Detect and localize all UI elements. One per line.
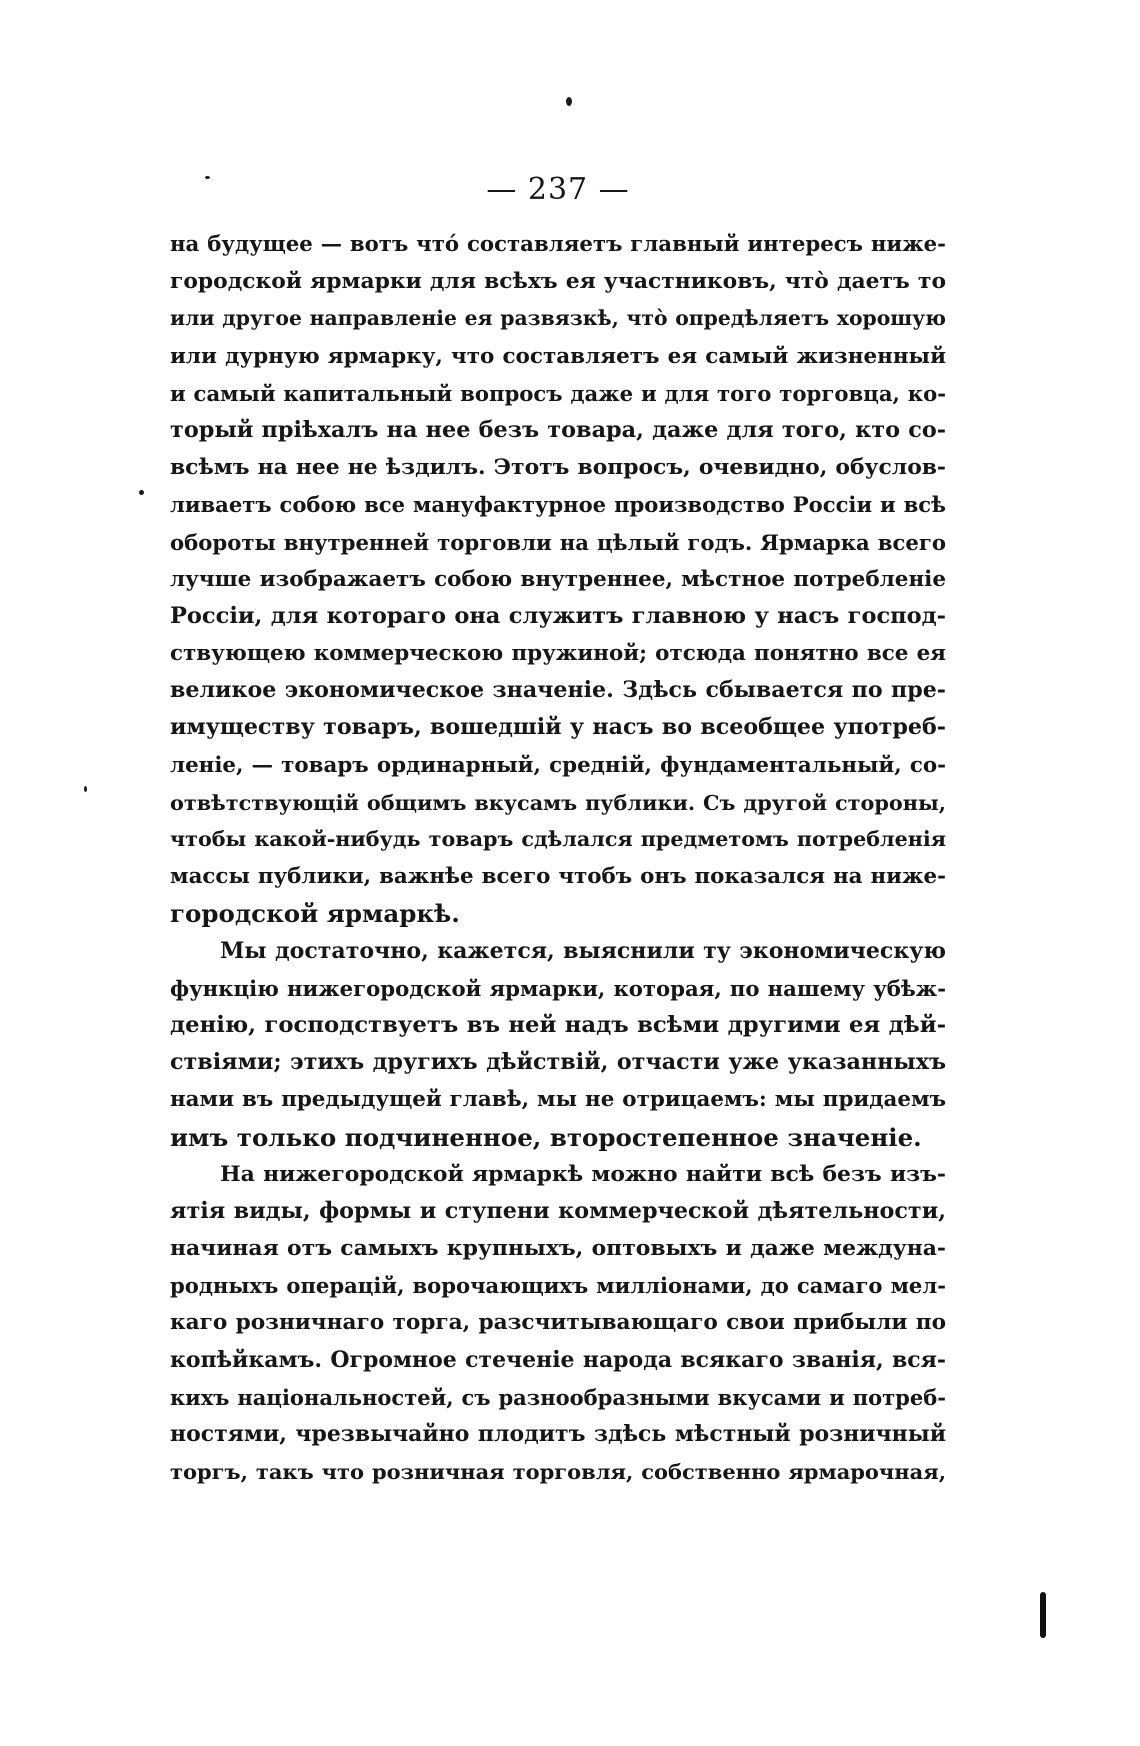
scan-edge-mark <box>1040 1592 1046 1638</box>
text-line: копѣйкамъ. Огромное стеченіе народа всякаго званія, вся- <box>170 1346 946 1373</box>
text-line: или другое направленіе ея развязкѣ, чтò опредѣляетъ хорошую <box>170 306 946 331</box>
book-page <box>170 170 946 1490</box>
text-line: отвѣтствующій общимъ вкусамъ публики. Съ другой стороны, <box>170 789 946 815</box>
scan-speck <box>139 490 144 495</box>
text-line: ствующею коммерческою пружиной; отсюда понятно все ея <box>170 641 946 667</box>
text-line: торый пріѣхалъ на нее безъ товара, даже для того, кто со- <box>170 416 946 443</box>
text-line: массы публики, важнѣе всего чтобъ онъ показался на нижe- <box>170 864 946 890</box>
paragraph <box>170 226 946 933</box>
text-line: каго розничнаго торга, разсчитывающаго свои прибыли по <box>170 1310 946 1336</box>
text-line: ностями, чрезвычайно плодитъ здѣсь мѣстный розничный <box>170 1421 946 1447</box>
scan-speck <box>566 97 572 106</box>
text-line: денію, господствуетъ въ ней надъ всѣми другими ея дѣй- <box>170 1011 946 1038</box>
text-line: ятія виды, формы и ступени коммерческой дѣятельности, <box>170 1197 946 1224</box>
body-text <box>170 226 946 1490</box>
text-line: обороты внутренней торговли на цѣлый годъ. Ярмарка всего <box>170 529 946 555</box>
text-line: имъ только подчиненное, второстепенное значеніе. <box>170 1122 922 1152</box>
text-line: родныхъ операцій, ворочающихъ милліонами, до самаго мел- <box>170 1273 946 1299</box>
text-line: чтобы какой-нибудь товаръ сдѣлался предметомъ потребленія <box>170 827 946 851</box>
scan-speck <box>84 786 87 792</box>
text-line: ливаетъ собою все мануфактурное производство Россіи и всѣ <box>170 492 946 518</box>
text-line: Мы достаточно, кажется, выяснили ту экономическую <box>220 937 946 964</box>
text-line: леніе, — товаръ ординарный, средній, фундаментальный, со- <box>170 752 946 778</box>
text-line: или дурную ярмарку, что составляетъ ея самый жизненный <box>170 343 946 369</box>
text-line: городской ярмарки для всѣхъ ея участниковъ, чтò даетъ то <box>170 269 946 295</box>
paragraph <box>170 1156 946 1491</box>
paragraph <box>170 933 946 1156</box>
text-line: городской ярмаркѣ. <box>170 899 460 929</box>
text-line: торгъ, такъ что розничная торговля, собственно ярмарочная, <box>170 1459 946 1485</box>
text-line: ствіями; этихъ другихъ дѣйствій, отчасти уже указанныхъ <box>170 1049 946 1076</box>
text-line: функцію нижегородской ярмарки, которая, по нашему убѣж- <box>170 975 946 1001</box>
text-line: и самый капитальный вопросъ даже и для того торговца, ко- <box>170 380 946 406</box>
text-line: нами въ предыдущей главѣ, мы не отрицаемъ: мы придаемъ <box>170 1087 946 1113</box>
text-line: на будущее — вотъ чтó составляетъ главный интересъ нижe- <box>170 232 946 257</box>
page-number: — 237 — <box>486 172 630 207</box>
text-line: имуществу товаръ, вошедшій у насъ во всеобщее употреб- <box>170 714 946 741</box>
text-line: великое экономическое значеніе. Здѣсь сбывается по пре- <box>170 677 946 704</box>
text-line: На нижегородской ярмаркѣ можно найти всѣ безъ изъ- <box>220 1160 946 1187</box>
text-line: лучше изображаетъ собою внутреннее, мѣстное потребленіе <box>170 566 946 592</box>
text-line: Россіи, для котораго она служитъ главною у насъ господ- <box>170 602 946 629</box>
text-line: всѣмъ на нее не ѣздилъ. Этотъ вопросъ, очевидно, обуслов- <box>170 454 946 481</box>
text-line: начиная отъ самыхъ крупныхъ, оптовыхъ и даже междуна- <box>170 1235 946 1262</box>
text-line: кихъ національностей, съ разнообразными вкусами и потреб- <box>170 1384 946 1410</box>
